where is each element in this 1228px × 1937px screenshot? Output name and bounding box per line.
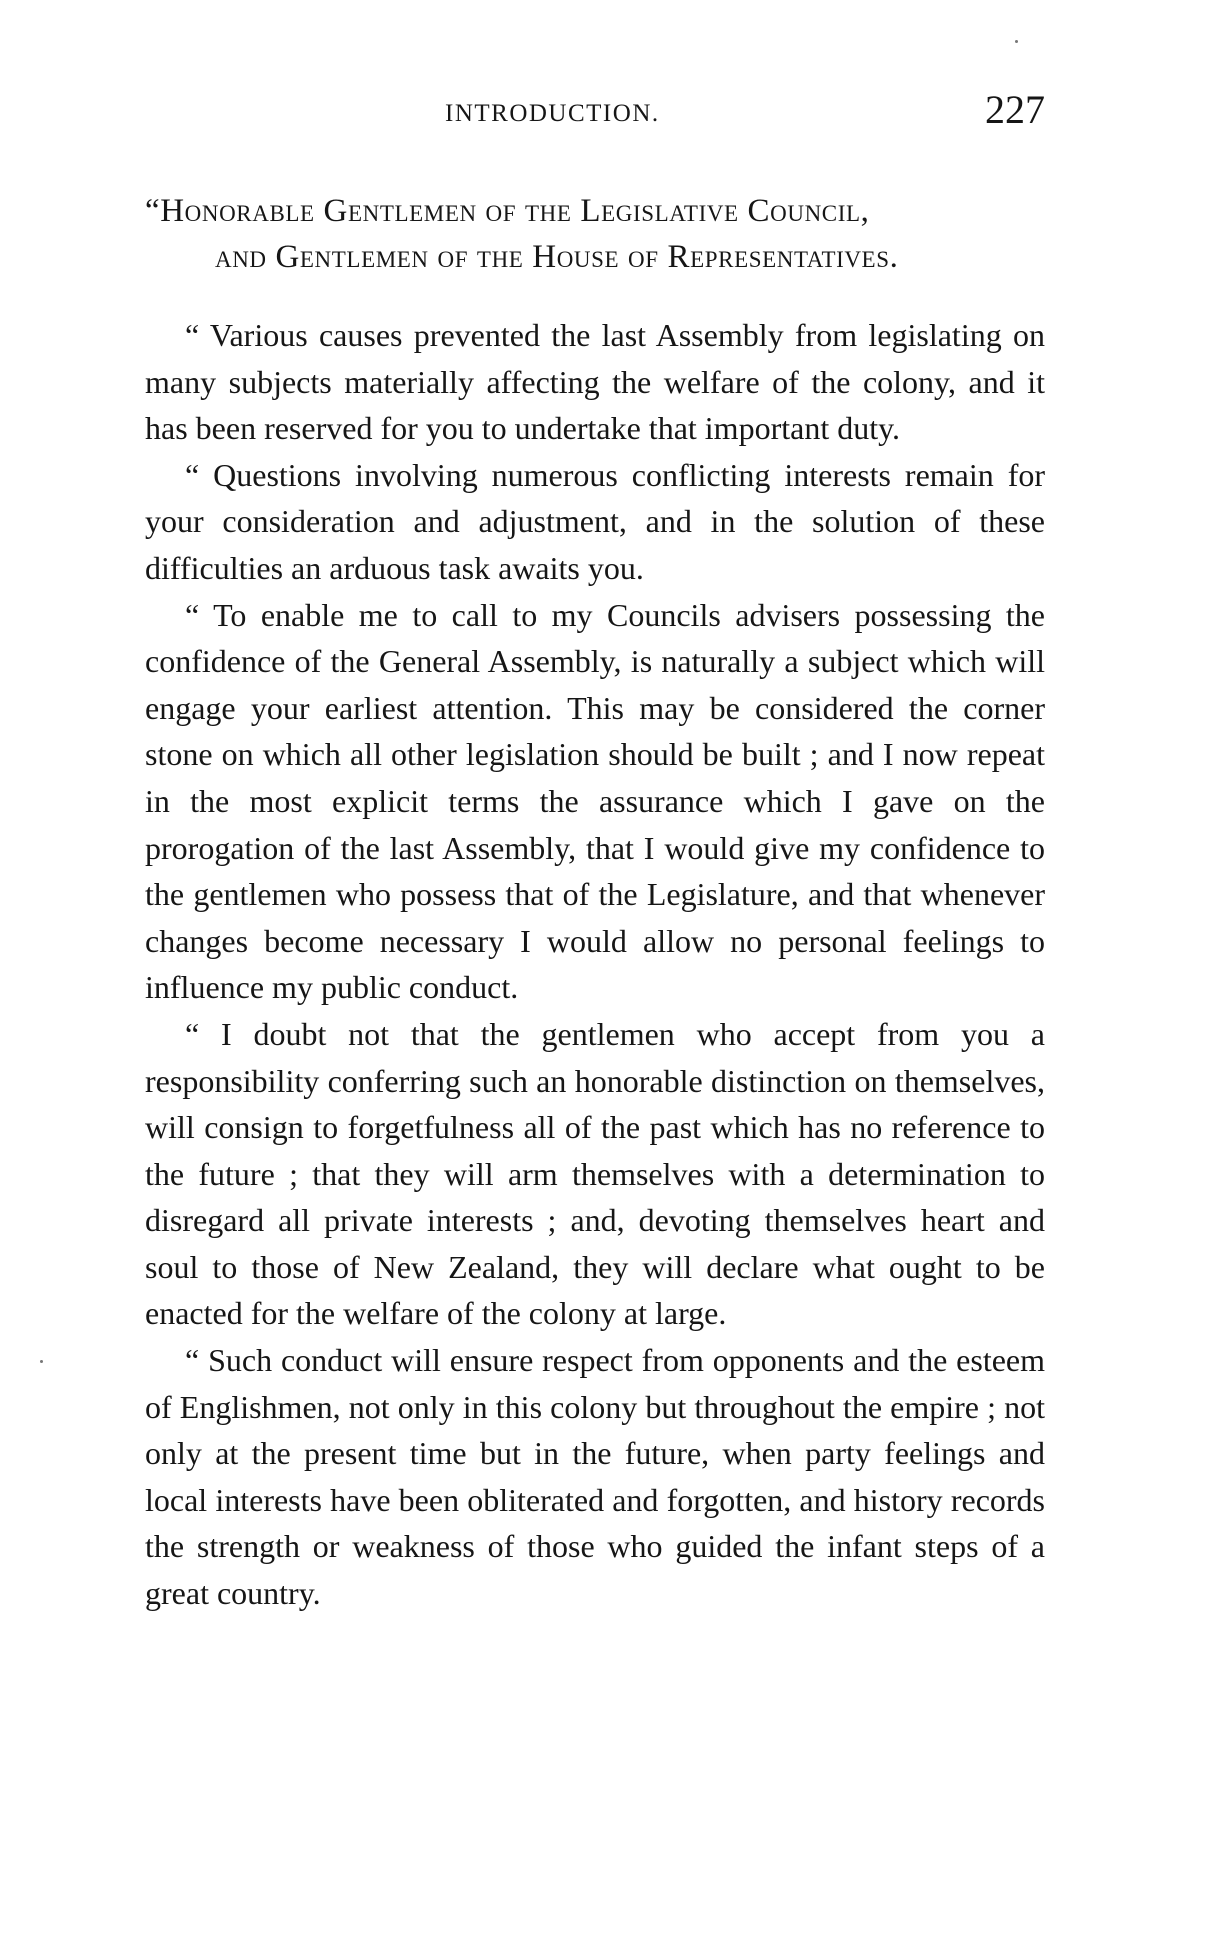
running-head [145, 78, 1045, 140]
paragraph-5: “ Such conduct will ensure respect from opponents and the esteem of Englishmen, not only in this colony but throughout the empire ; not only at the present time but in the future, when party feelings and local interests have been obliterated and forgotten, and history records the strength or weakness of those who guided the infant steps of a great country. [145, 1342, 1045, 1612]
paper-speck [1015, 40, 1018, 43]
address-line-2: and Gentlemen of the House of Representatives. [215, 239, 899, 275]
page-number: 227 [985, 87, 1045, 132]
paragraph-4: “ I doubt not that the gentlemen who accept from you a responsibility conferring such an honorable distinction on themselves, will consign to forgetfulness all of the past which has no reference to the future ; that they will arm themselves with a determination to disregard all private interests ; and, devoting themselves heart and soul to those of New Zealand, they will declare what ought to be enacted for the welfare of the colony at large. [145, 1015, 1045, 1332]
book-page [145, 78, 1045, 1898]
paragraph-2: “ Questions involving numerous conflicting interests remain for your consideration and adjustment, and in the solution of these difficulties an arduous task awaits you. [145, 456, 1045, 586]
running-title: INTRODUCTION. [445, 100, 660, 127]
address-line-1: “Honorable Gentlemen of the Legislative Council, [145, 193, 870, 229]
speech-body [145, 312, 1045, 1617]
paragraph-1: “ Various causes prevented the last Assembly from legislating on many subjects materially affecting the welfare of the colony, and it has been reserved for you to undertake that important duty. [145, 317, 1045, 447]
speech-address [145, 188, 1045, 280]
paragraph-3: “ To enable me to call to my Councils advisers possessing the confidence of the General Assembly, is naturally a subject which will engage your earliest attention. This may be considered the corner stone on which all other legislation should be built ; and I now repeat in the most explicit terms the assurance which I gave on the prorogation of the last Assembly, that I would give my confidence to the gentlemen who possess that of the Legislature, and that whenever changes become necessary I would allow no personal feelings to influence my public conduct. [145, 596, 1045, 1006]
paper-speck [40, 1360, 43, 1363]
